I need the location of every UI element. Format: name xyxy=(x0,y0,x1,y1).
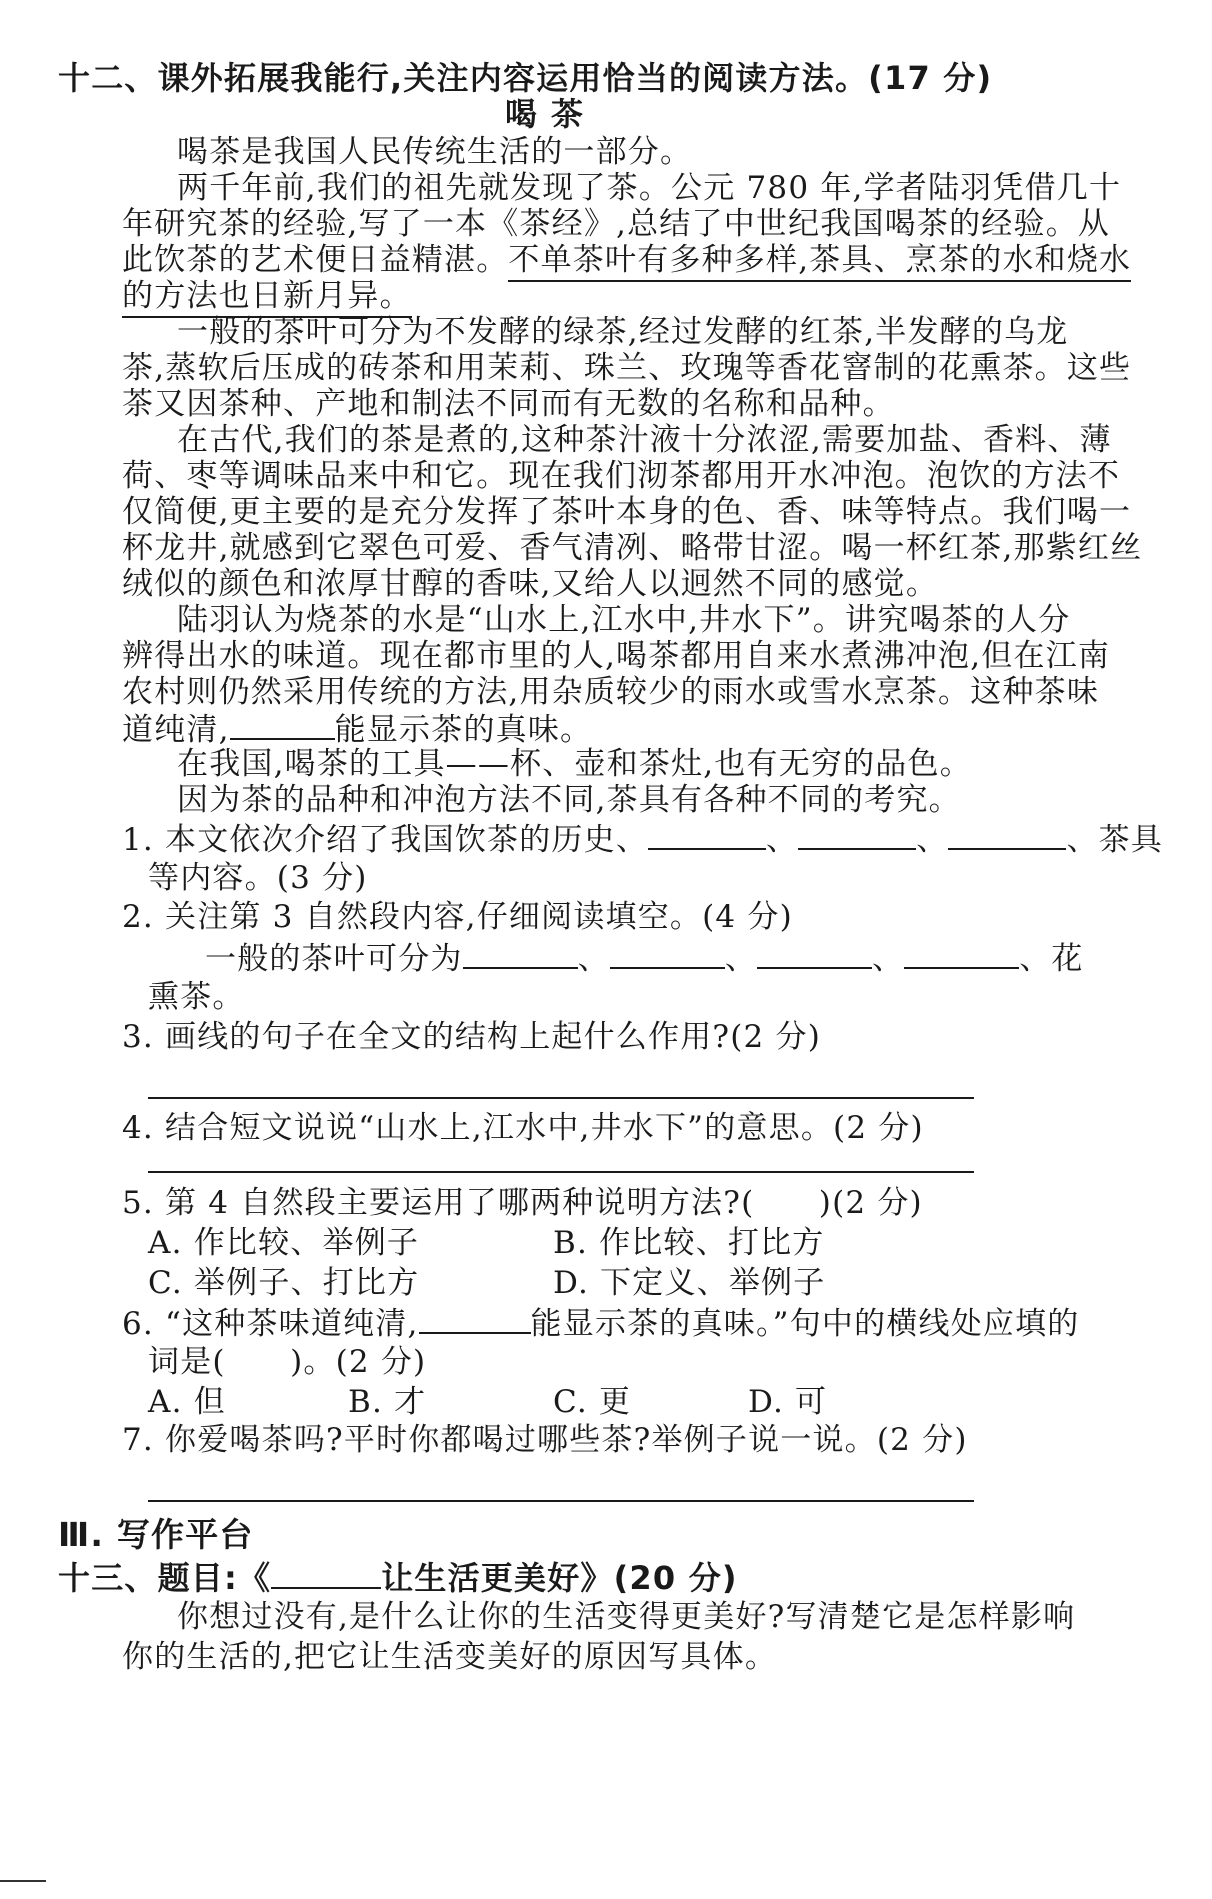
passage-p4-line4: 杯龙井,就感到它翠色可爱、香气清冽、略带甘涩。喝一杯红茶,那紫红丝 xyxy=(122,530,1143,566)
passage-p4-line3: 仅简便,更主要的是充分发挥了茶叶本身的色、香、味等特点。我们喝一 xyxy=(122,494,1132,530)
question-1-text: 1. 本文依次介绍了我国饮茶的历史、 xyxy=(122,822,649,858)
passage-p3-line1: 一般的茶叶可分为不发酵的绿茶,经过发酵的红茶,半发酵的乌龙 xyxy=(177,314,1069,350)
passage-p5-line4-start: 道纯清, xyxy=(122,712,230,748)
question-6-end: 能显示茶的真味。”句中的横线处应填的 xyxy=(530,1306,1080,1342)
question-6-line2: 词是( )。(2 分) xyxy=(148,1344,427,1380)
passage-p3-line2: 茶,蒸软后压成的砖茶和用茉莉、珠兰、玫瑰等香花窨制的花熏茶。这些 xyxy=(122,350,1132,386)
q6-option-b[interactable]: B. 才 xyxy=(348,1384,427,1420)
q2-end-text: 、花 xyxy=(1019,941,1084,977)
passage-p4-line2: 荷、枣等调味品来中和它。现在我们沏茶都用开水冲泡。泡饮的方法不 xyxy=(122,458,1121,494)
question-2: 2. 关注第 3 自然段内容,仔细阅读填空。(4 分) xyxy=(122,899,793,935)
question-7: 7. 你爱喝茶吗?平时你都喝过哪些茶?举例子说一说。(2 分) xyxy=(122,1422,968,1458)
question-1 xyxy=(122,818,1163,860)
q6-blank[interactable] xyxy=(419,1302,531,1334)
section-13-heading xyxy=(58,1557,738,1598)
passage-p4-line5: 绒似的颜色和浓厚甘醇的香味,又给人以迥然不同的感觉。 xyxy=(122,566,939,602)
question-2-fill xyxy=(205,937,1084,979)
passage-blank[interactable] xyxy=(230,708,335,740)
passage-p2-line1: 两千年前,我们的祖先就发现了茶。公元 780 年,学者陆羽凭借几十 xyxy=(177,170,1122,206)
essay-prompt-line2: 你的生活的,把它让生活变美好的原因写具体。 xyxy=(122,1639,778,1675)
question-1-line2: 等内容。(3 分) xyxy=(148,860,368,896)
q1-blank-1[interactable] xyxy=(648,818,766,850)
underlined-sentence-part2: 的方法也日新月异。 xyxy=(122,278,412,318)
section-13-heading-start: 十三、题目:《 xyxy=(58,1559,272,1597)
passage-p2-line4 xyxy=(122,276,412,316)
q2-fill-text: 一般的茶叶可分为 xyxy=(205,941,463,977)
q3-answer-line[interactable] xyxy=(148,1097,974,1099)
passage-p5-line1: 陆羽认为烧茶的水是“山水上,江水中,井水下”。讲究喝茶的人分 xyxy=(177,602,1071,638)
passage-p6: 在我国,喝茶的工具——杯、壶和茶灶,也有无穷的品色。 xyxy=(177,746,972,782)
q6-option-d[interactable]: D. 可 xyxy=(748,1384,828,1420)
q5-option-d[interactable]: D. 下定义、举例子 xyxy=(553,1265,826,1301)
question-6 xyxy=(122,1302,1080,1344)
question-6-start: 6. “这种茶味道纯清, xyxy=(122,1306,419,1342)
page-corner-mark xyxy=(0,1880,46,1882)
q1-end-text: 、茶具 xyxy=(1066,822,1164,858)
section-3-heading: Ⅲ. 写作平台 xyxy=(58,1515,254,1554)
q5-option-b[interactable]: B. 作比较、打比方 xyxy=(553,1225,825,1261)
q1-separator: 、 xyxy=(766,822,799,858)
q1-blank-3[interactable] xyxy=(948,818,1066,850)
section-13-heading-end: 让生活更美好》(20 分) xyxy=(381,1559,738,1597)
article-title: 喝茶 xyxy=(505,95,598,133)
passage-p5-line4-end: 能显示茶的真味。 xyxy=(334,712,593,748)
q2-blank-3[interactable] xyxy=(757,937,872,969)
passage-p7: 因为茶的品种和冲泡方法不同,茶具有各种不同的考究。 xyxy=(177,782,961,818)
question-5: 5. 第 4 自然段主要运用了哪两种说明方法?( )(2 分) xyxy=(122,1185,923,1221)
passage-p2-line3 xyxy=(122,240,1131,280)
q2-blank-2[interactable] xyxy=(610,937,725,969)
q2-blank-4[interactable] xyxy=(904,937,1019,969)
q4-answer-line[interactable] xyxy=(148,1171,974,1173)
q2-separator: 、 xyxy=(724,941,758,977)
underlined-sentence-part1: 不单茶叶有多种多样,茶具、烹茶的水和烧水 xyxy=(508,242,1131,282)
section-12-heading: 十二、课外拓展我能行,关注内容运用恰当的阅读方法。(17 分) xyxy=(58,59,993,97)
q2-blank-1[interactable] xyxy=(463,937,578,969)
passage-p3-line3: 茶又因茶种、产地和制法不同而有无数的名称和品种。 xyxy=(122,386,895,422)
q7-answer-line[interactable] xyxy=(148,1500,974,1502)
q1-separator: 、 xyxy=(916,822,949,858)
passage-p2-line3-plain: 此饮茶的艺术便日益精湛。 xyxy=(122,242,509,278)
question-4: 4. 结合短文说说“山水上,江水中,井水下”的意思。(2 分) xyxy=(122,1110,924,1146)
q6-option-c[interactable]: C. 更 xyxy=(553,1384,632,1420)
q5-option-c[interactable]: C. 举例子、打比方 xyxy=(148,1265,420,1301)
passage-p1: 喝茶是我国人民传统生活的一部分。 xyxy=(177,134,693,170)
q1-blank-2[interactable] xyxy=(798,818,916,850)
essay-prompt-line1: 你想过没有,是什么让你的生活变得更美好?写清楚它是怎样影响 xyxy=(177,1599,1076,1635)
q6-option-a[interactable]: A. 但 xyxy=(148,1384,226,1420)
question-2-line3: 熏茶。 xyxy=(148,979,245,1015)
question-3: 3. 画线的句子在全文的结构上起什么作用?(2 分) xyxy=(122,1019,822,1055)
q5-option-a[interactable]: A. 作比较、举例子 xyxy=(148,1225,420,1261)
passage-p2-line2: 年研究茶的经验,写了一本《茶经》,总结了中世纪我国喝茶的经验。从 xyxy=(122,206,1111,242)
passage-p5-line3: 农村则仍然采用传统的方法,用杂质较少的雨水或雪水烹茶。这种茶味 xyxy=(122,674,1100,710)
passage-p5-line2: 辨得出水的味道。现在都市里的人,喝茶都用自来水煮沸冲泡,但在江南 xyxy=(122,638,1111,674)
q2-separator: 、 xyxy=(577,941,610,977)
q2-separator: 、 xyxy=(872,941,905,977)
essay-title-blank[interactable] xyxy=(271,1557,381,1589)
passage-p4-line1: 在古代,我们的茶是煮的,这种茶汁液十分浓涩,需要加盐、香料、薄 xyxy=(177,422,1112,458)
